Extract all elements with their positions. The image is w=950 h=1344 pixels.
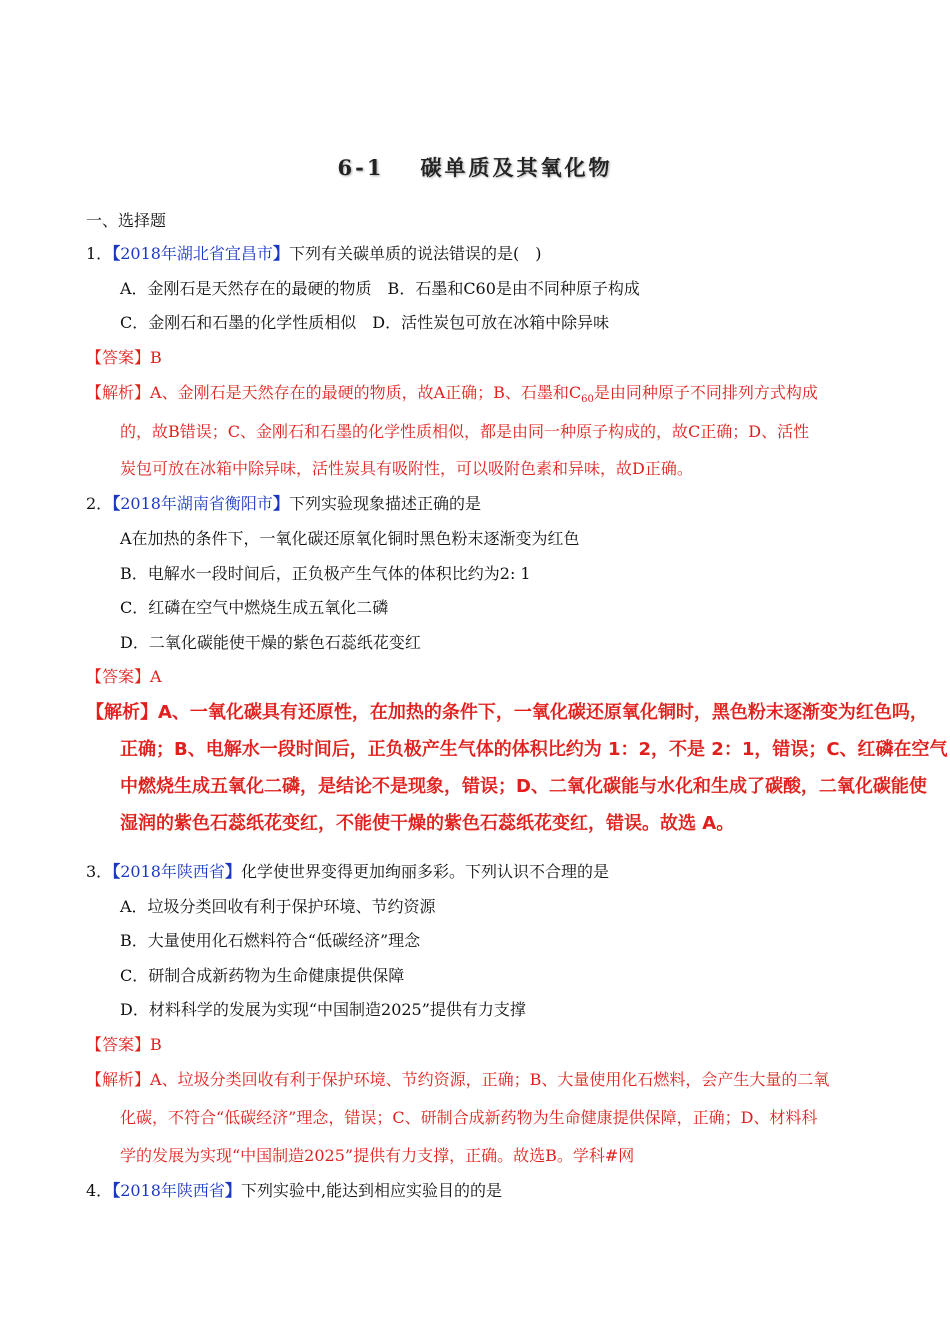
explanation-line: 化碳，不符合“低碳经济”理念，错误；C、研制合成新药物为生命健康提供保障，正确；D、材料科 xyxy=(120,1108,818,1127)
question-number: 1． xyxy=(86,244,113,263)
page-title xyxy=(0,152,950,182)
question-4: 4．【2018年陕西省】下列实验中,能达到相应实验目的的是 xyxy=(86,1181,503,1200)
question-stem: 下列实验中,能达到相应实验目的的是 xyxy=(240,1181,503,1200)
answer-line: 【答案】B xyxy=(86,348,162,367)
option-line: C．研制合成新药物为生命健康提供保障 xyxy=(120,966,405,985)
explanation-label: 【解析】 xyxy=(86,702,158,723)
question-stem: 下列有关碳单质的说法错误的是( ) xyxy=(288,244,542,263)
explanation-line: 湿润的紫色石蕊纸花变红，不能使干燥的紫色石蕊纸花变红，错误。故选 A。 xyxy=(120,813,735,834)
answer-line: 【答案】A xyxy=(86,667,162,686)
explanation-line: 【解析】A、金刚石是天然存在的最硬的物质，故A正确；B、石墨和$C_{60}$是由同种原子不同排列方式构成 xyxy=(86,383,818,406)
option-line: A在加热的条件下，一氧化碳还原氧化铜时黑色粉末逐渐变为红色 xyxy=(120,529,580,548)
explanation-line: 【解析】A、一氧化碳具有还原性，在加热的条件下，一氧化碳还原氧化铜时，黑色粉末逐渐变为红色吗， xyxy=(86,702,928,723)
title-number: 6-1 xyxy=(337,155,385,180)
explanation-line: 学的发展为实现“中国制造2025”提供有力支撑，正确。故选B。学科#网 xyxy=(120,1146,635,1165)
question-source: 2018年陕西省 xyxy=(120,1181,225,1200)
explanation-line: 【解析】A、垃圾分类回收有利于保护环境、节约资源，正确；B、大量使用化石燃料，会产生大量的二氧 xyxy=(86,1070,830,1089)
explanation-label: 【解析】 xyxy=(86,1070,151,1089)
option-line: D．二氧化碳能使干燥的紫色石蕊纸花变红 xyxy=(120,633,421,652)
question-number: 2． xyxy=(86,494,113,513)
option-line: B．电解水一段时间后，正负极产生气体的体积比约为2: 1 xyxy=(120,564,531,583)
question-3: 3．【2018年陕西省】化学使世界变得更加绚丽多彩。下列认识不合理的是 xyxy=(86,862,609,881)
option-line: C．金刚石和石墨的化学性质相似 D．活性炭包可放在冰箱中除异味 xyxy=(120,313,610,332)
question-source: 2018年陕西省 xyxy=(120,862,225,881)
explanation-line: 炭包可放在冰箱中除异味，活性炭具有吸附性，可以吸附色素和异味，故D正确。 xyxy=(120,459,693,478)
option-line: C．红磷在空气中燃烧生成五氧化二磷 xyxy=(120,598,389,617)
question-number: 3． xyxy=(86,862,113,881)
title-text: 碳单质及其氧化物 xyxy=(420,155,613,180)
explanation-line: 中燃烧生成五氧化二磷，是结论不是现象，错误；D、二氧化碳能与水化和生成了碳酸，二氧化碳能使 xyxy=(120,776,927,797)
explanation-label: 【解析】 xyxy=(86,383,151,402)
question-1: 1．【2018年湖北省宜昌市】下列有关碳单质的说法错误的是( ) xyxy=(86,244,542,263)
section-heading: 一、选择题 xyxy=(86,211,167,230)
subscript: 60 xyxy=(581,394,594,406)
option-line: D．材料科学的发展为实现“中国制造2025”提供有力支撑 xyxy=(120,1000,526,1019)
explanation-line: 的，故B错误；C、金刚石和石墨的化学性质相似，都是由同一种原子构成的，故C正确；D、活性 xyxy=(120,422,810,441)
question-source: 2018年湖南省衡阳市 xyxy=(120,494,273,513)
option-line: A．垃圾分类回收有利于保护环境、节约资源 xyxy=(120,897,436,916)
answer-line: 【答案】B xyxy=(86,1035,162,1054)
question-stem: 化学使世界变得更加绚丽多彩。下列认识不合理的是 xyxy=(240,862,609,881)
question-source: 2018年湖北省宜昌市 xyxy=(120,244,273,263)
option-line: B．大量使用化石燃料符合“低碳经济”理念 xyxy=(120,931,421,950)
question-number: 4． xyxy=(86,1181,113,1200)
explanation-line: 正确；B、电解水一段时间后，正负极产生气体的体积比约为 1：2，不是 2：1，错误；C、红磷在空气 xyxy=(120,739,948,760)
question-2: 2．【2018年湖南省衡阳市】下列实验现象描述正确的是 xyxy=(86,494,481,513)
question-stem: 下列实验现象描述正确的是 xyxy=(288,494,481,513)
option-line: A．金刚石是天然存在的最硬的物质 B．石墨和C60是由不同种原子构成 xyxy=(120,279,640,298)
